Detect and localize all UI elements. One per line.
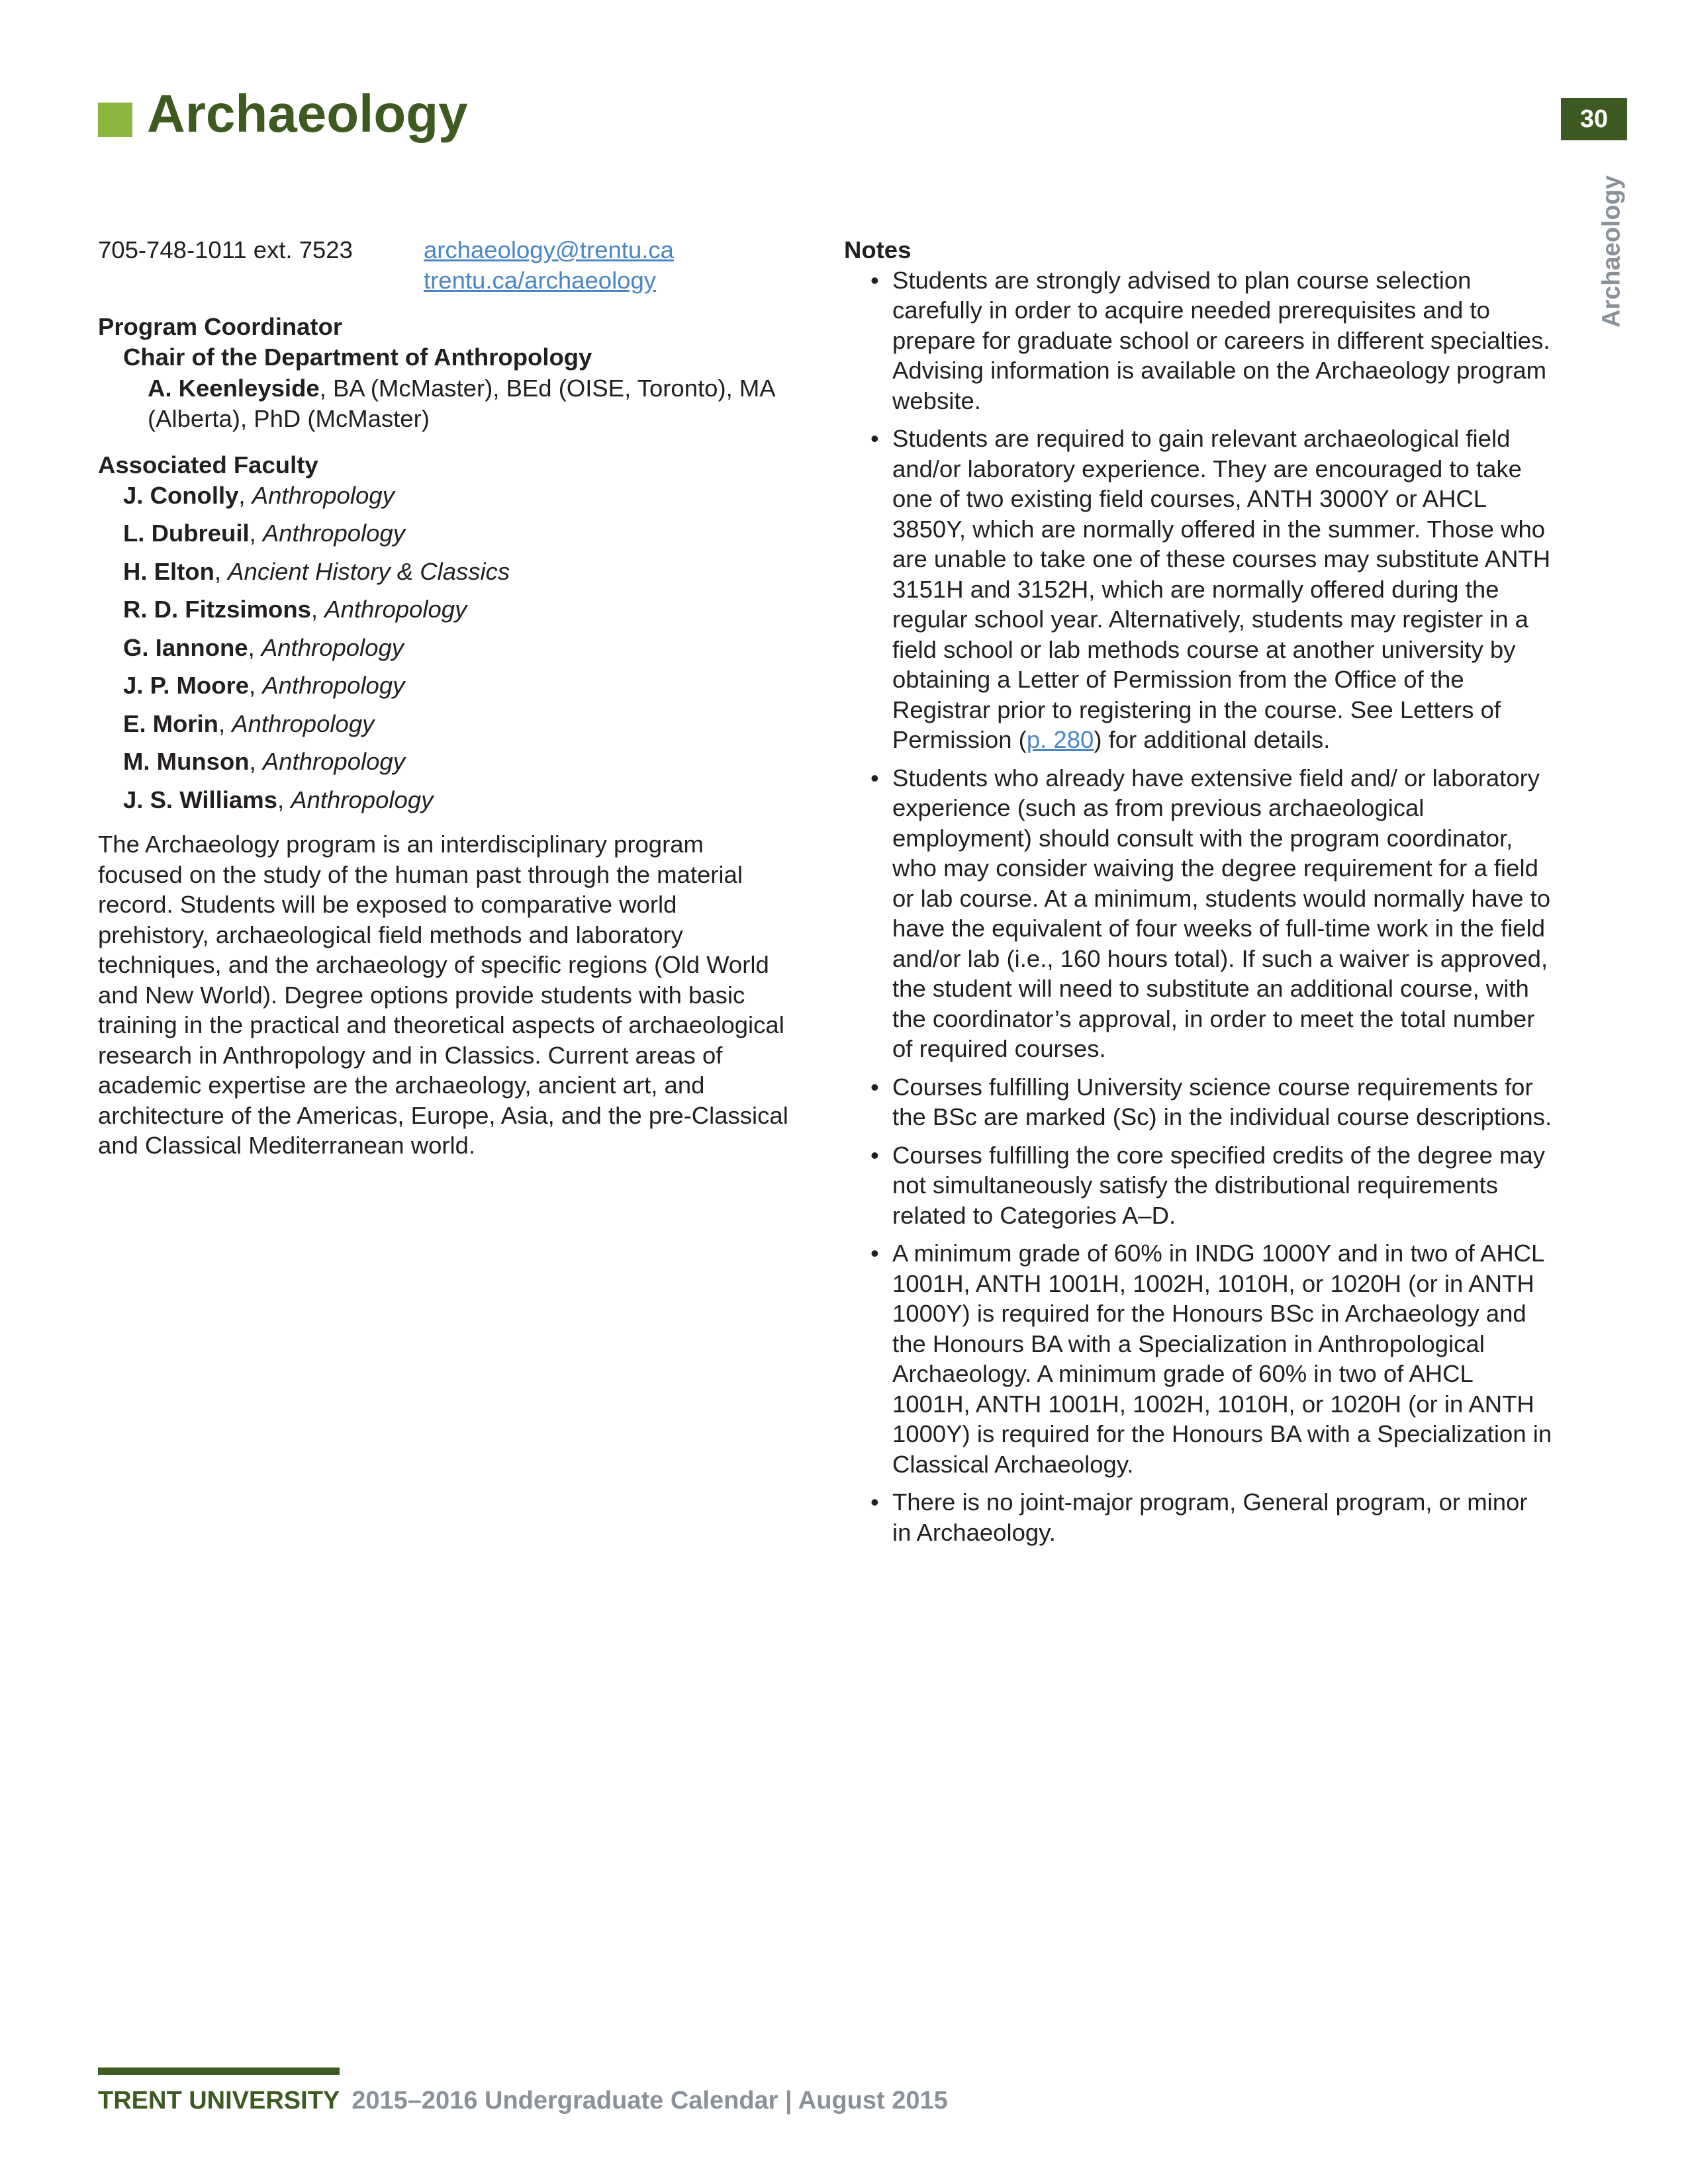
contact-block [98,235,793,295]
note-item [844,1140,1552,1231]
note-item [844,1238,1552,1479]
note-text: Courses fulfilling University science course requirements for the BSc are marked (Sc) in the individual course descriptions. [892,1073,1552,1130]
notes-heading: Notes [844,236,912,263]
faculty-member: J. S. Williams, Anthropology [123,786,434,813]
note-item [844,424,1552,755]
page-title: Archaeology [147,84,468,143]
email-link[interactable]: archaeology@trentu.ca [424,236,674,263]
faculty-member: L. Dubreuil, Anthropology [123,520,406,547]
faculty-member: M. Munson, Anthropology [123,748,405,775]
faculty-member: J. Conolly, Anthropology [123,481,395,509]
footer-calendar: 2015–2016 Undergraduate Calendar | August 2015 [352,2087,948,2115]
note-item [844,1072,1552,1132]
faculty-dept: Anthropology [291,786,434,813]
side-tab [1592,169,1632,334]
title-square-icon [98,103,132,137]
note-text: A minimum grade of 60% in INDG 1000Y and in two of AHCL 1001H, ANTH 1001H, 1002H, 1010H, or 1020H (or in ANTH 1000Y) is required for the Honours BSc in Archaeology and the Honours BA with a Specialization in Anthropological Archaeology. A minimum grade of 60% in two of AHCL 1001H, ANTH 1001H, 1002H, 1010H, or 1020H (or in ANTH 1000Y) is required for the Honours BA with a Specialization in Classical Archaeology. [892,1240,1552,1478]
coordinator-role: Chair of the Department of Anthropology [123,343,592,371]
faculty-name: H. Elton [123,557,214,585]
note-text: Students are strongly advised to plan course selection carefully in order to acquire needed prerequisites and to prepare for graduate school or careers in different specialties. Advising information is available on the Archaeology program website. [892,266,1550,414]
faculty-dept: Anthropology [324,596,467,623]
faculty-dept: Anthropology [262,748,405,775]
faculty-member: E. Morin, Anthropology [123,709,375,737]
note-text: Courses fulfilling the core specified credits of the degree may not simultaneously satisfy the distributional requirements related to Categories A–D. [892,1141,1545,1229]
left-column [98,235,793,1185]
faculty-member: R. D. Fitzsimons, Anthropology [123,596,467,623]
faculty-member: J. P. Moore, Anthropology [123,672,405,699]
faculty-dept: Anthropology [252,481,395,509]
note-item [844,1487,1552,1547]
bullet-icon: • [870,1488,879,1516]
faculty-heading: Associated Faculty [98,451,318,478]
faculty-dept: Anthropology [232,709,375,737]
bullet-icon: • [870,1240,879,1267]
faculty-name: L. Dubreuil [123,520,250,547]
contact-links [424,235,674,295]
letters-of-permission-link[interactable]: p. 280 [1026,726,1094,753]
note-item [844,265,1552,416]
faculty-name: R. D. Fitzsimons [123,596,311,623]
note-text: Students who already have extensive field and/ or laboratory experience (such as from previous archaeological employment) should consult with the program coordinator, who may consider waiving the degree requirement for a field or lab course. At a minimum, students would normally have to have the equivalent of four weeks of full-time work in the field and/or lab (i.e., 160 hours total). If such a waiver is approved, the student will need to substitute an additional course, with the coordinator’s approval, in order to meet the total number of required courses. [892,764,1551,1062]
faculty-name: G. Iannone [123,633,248,661]
faculty-list [98,480,793,815]
bullet-icon: • [870,266,879,294]
note-text: ) for additional details. [1094,726,1331,753]
coordinator-section [98,312,793,433]
faculty-dept: Ancient History & Classics [228,557,510,585]
footer-rule [98,2068,340,2075]
notes-list [844,265,1552,1548]
side-tab-label: Archaeology [1597,175,1626,328]
bullet-icon: • [870,1073,879,1101]
bullet-icon: • [870,764,879,792]
coordinator-credentials: , BA (McMaster), BEd (OISE, Toronto), MA (Alberta), PhD (McMaster) [148,375,774,432]
website-link[interactable]: trentu.ca/archaeology [424,266,657,294]
faculty-dept: Anthropology [261,633,404,661]
faculty-name: J. P. Moore [123,672,250,699]
page-number-badge: 30 [1561,98,1627,140]
note-text: Students are required to gain relevant archaeological field and/or laboratory experience. They are encouraged to take one of two existing field courses, ANTH 3000Y or AHCL 3850Y, which are normally offered in the summer. Those who are unable to take one of these courses may substitute ANTH 3151H and 3152H, which are normally offered during the regular school year. Alternatively, students may register in a field school or lab methods course at another university by obtaining a Letter of Permission from the Office of the Registrar prior to registering in the course. See Letters of Permission ( [892,425,1551,753]
program-intro: The Archaeology program is an interdisciplinary program focused on the study of the human past through the material record. Students will be exposed to comparative world prehistory, archaeological field methods and laboratory techniques, and the archaeology of specific regions (Old World and New World). Degree options provide students with basic training in the practical and theoretical aspects of archaeological research in Anthropology and in Classics. Current areas of academic expertise are the archaeology, ancient art, and architecture of the Americas, Europe, Asia, and the pre-Classical and Classical Mediterranean world. [98,831,788,1159]
faculty-member: G. Iannone, Anthropology [123,633,404,661]
bullet-icon: • [870,425,879,452]
faculty-dept: Anthropology [262,520,406,547]
faculty-section [98,450,793,815]
bullet-icon: • [870,1141,879,1169]
coordinator-heading: Program Coordinator [98,313,343,340]
coordinator-person [98,373,793,433]
note-item [844,763,1552,1064]
phone-number: 705-748-1011 ext. 7523 [98,236,353,263]
footer-university: TRENT UNIVERSITY [98,2087,340,2115]
faculty-member: H. Elton, Ancient History & Classics [123,557,510,585]
faculty-dept: Anthropology [262,672,405,699]
faculty-name: J. Conolly [123,481,239,509]
faculty-name: E. Morin [123,709,218,737]
faculty-name: J. S. Williams [123,786,277,813]
coordinator-name: A. Keenleyside [148,375,320,402]
note-text: There is no joint-major program, General program, or minor in Archaeology. [892,1488,1528,1546]
faculty-name: M. Munson [123,748,250,775]
right-column [844,235,1552,1547]
footer [98,2085,948,2117]
